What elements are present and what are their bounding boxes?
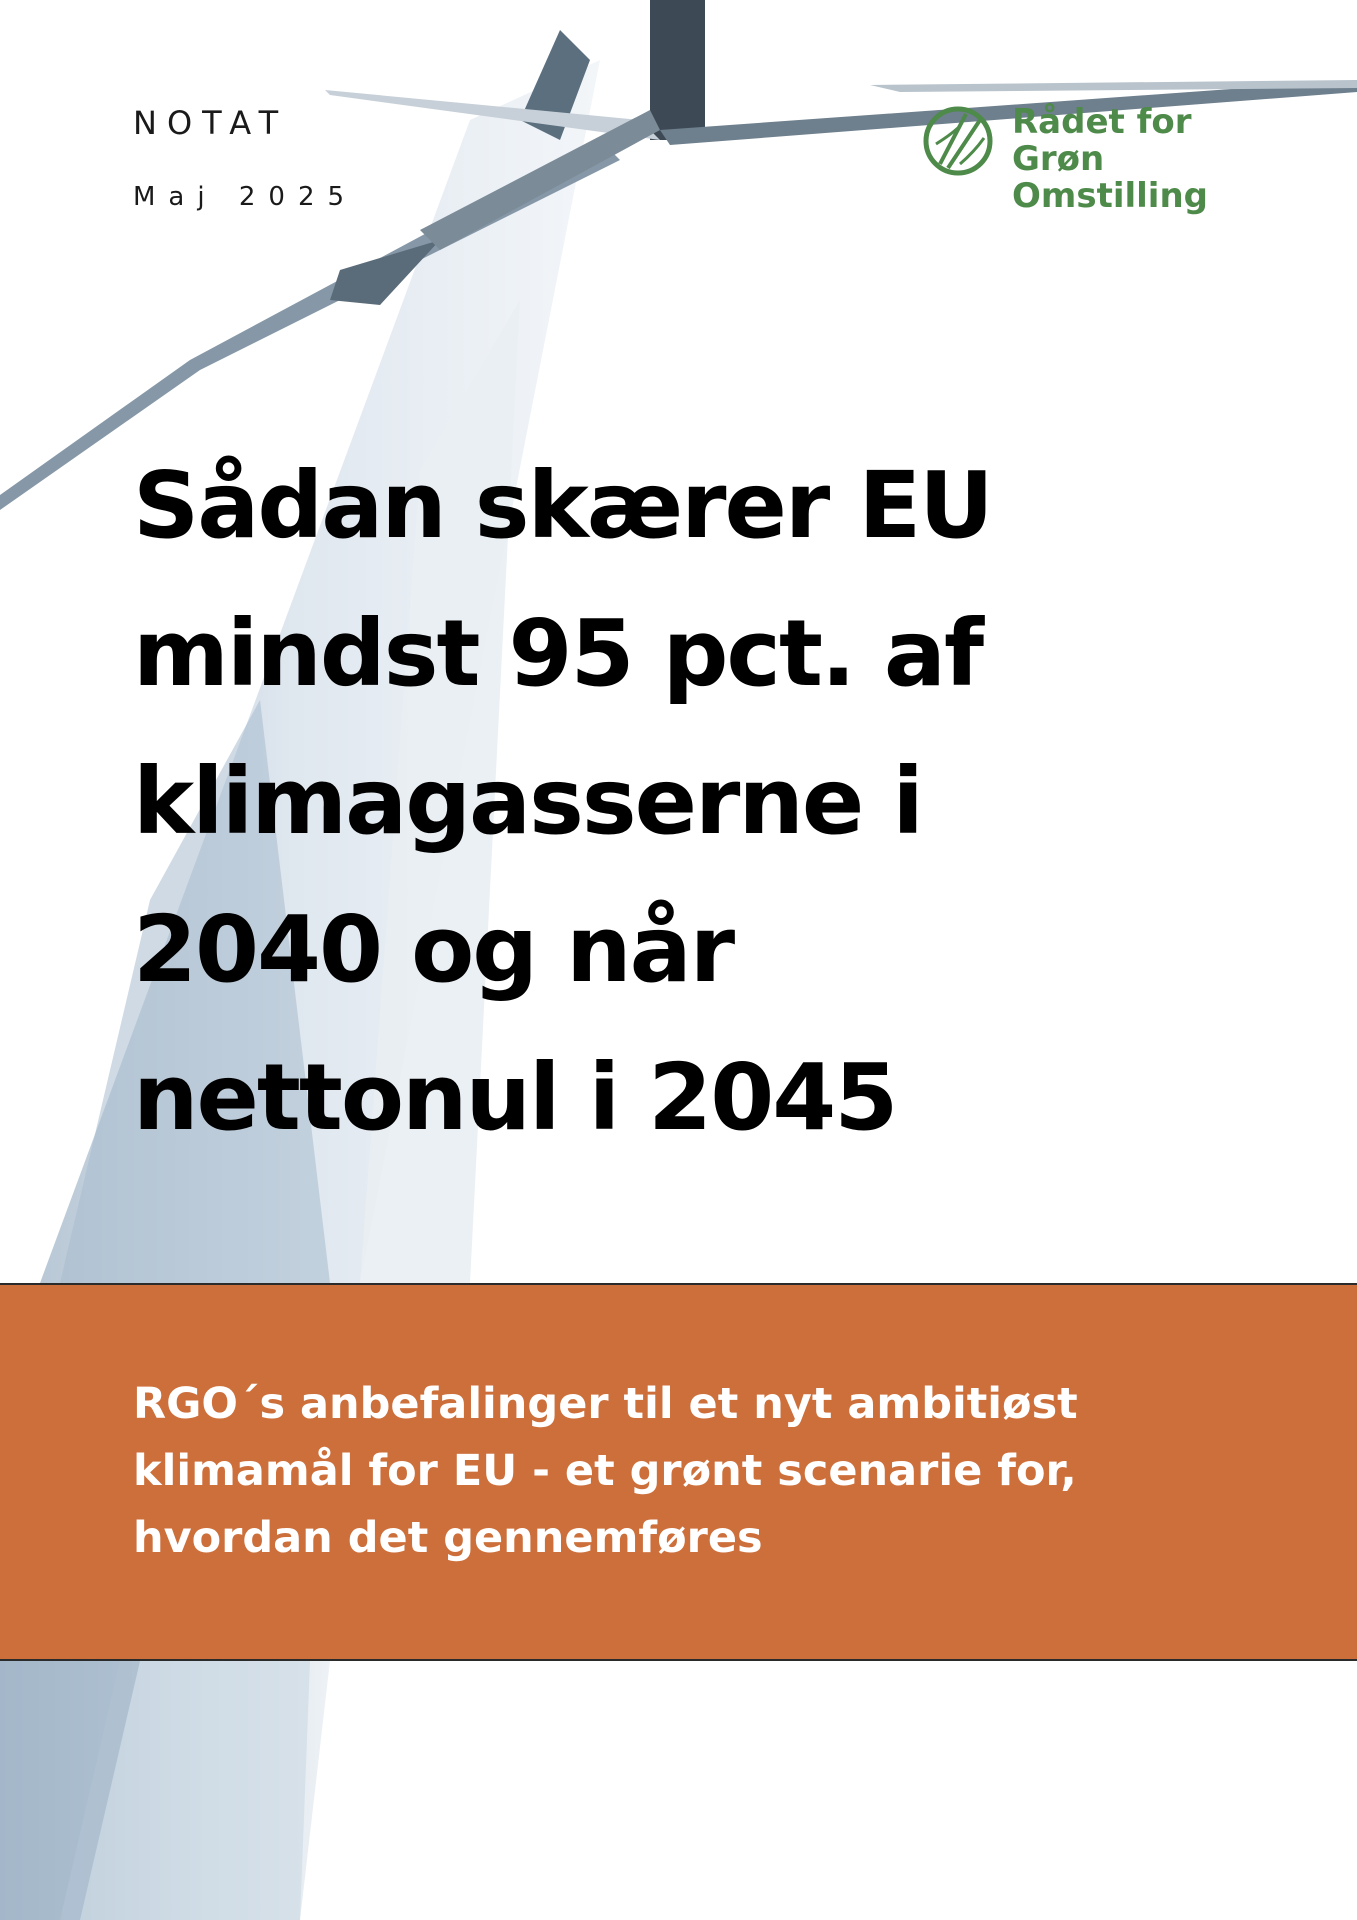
leaf-circle-logo-icon xyxy=(922,104,994,178)
organization-name-line: Rådet for xyxy=(1012,102,1192,142)
document-type-label: NOTAT xyxy=(133,104,289,142)
title-line: mindst 95 pct. af xyxy=(133,600,983,707)
organization-logo xyxy=(922,104,1222,224)
subtitle xyxy=(133,1371,1293,1572)
subtitle-line: klimamål for EU - et grønt scenarie for, xyxy=(133,1446,1077,1496)
subtitle-band xyxy=(0,1283,1357,1661)
title-line: klimagasserne i xyxy=(133,748,922,855)
title-line: 2040 og når xyxy=(133,896,734,1003)
title-line: Sådan skærer EU xyxy=(133,452,992,559)
subtitle-line: RGO´s anbefalinger til et nyt ambitiøst xyxy=(133,1379,1078,1429)
publication-date: Maj 2025 xyxy=(133,182,358,212)
title-line: nettonul i 2045 xyxy=(133,1044,897,1151)
organization-name-line: Omstilling xyxy=(1012,176,1208,216)
subtitle-line: hvordan det gennemføres xyxy=(133,1513,763,1563)
page-title xyxy=(133,432,1133,1172)
organization-name xyxy=(1012,104,1208,215)
organization-name-line: Grøn xyxy=(1012,139,1105,179)
